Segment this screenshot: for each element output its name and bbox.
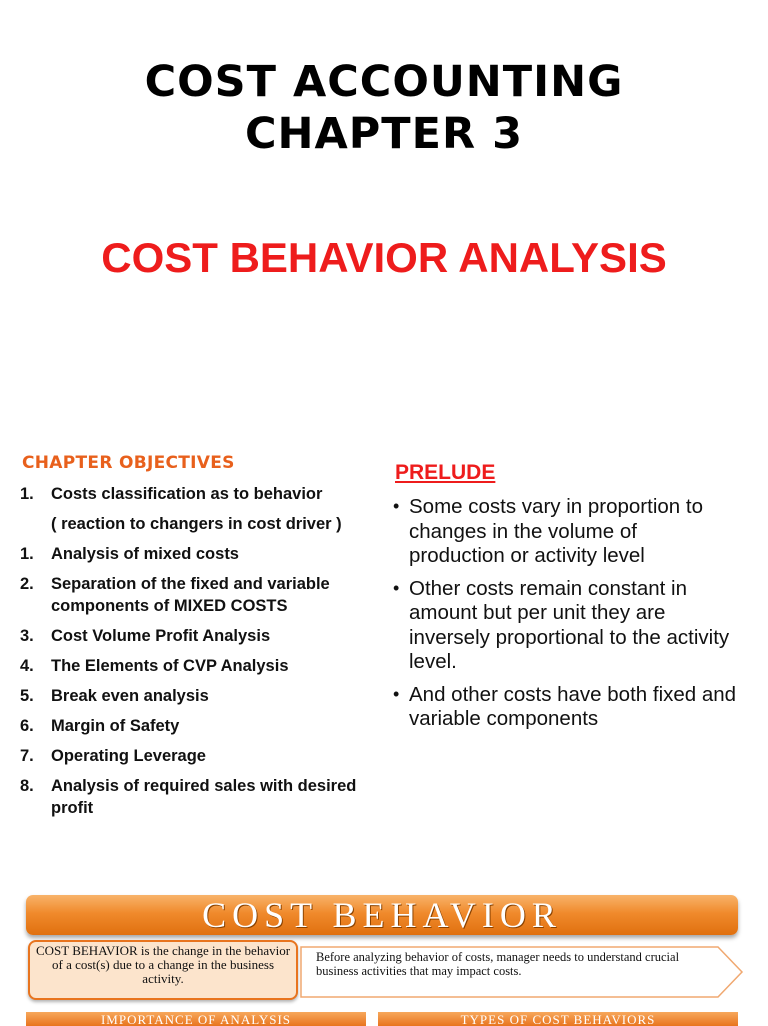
bullet-icon: •	[393, 496, 400, 516]
objectives-heading: CHAPTER OBJECTIVES	[22, 453, 235, 473]
objective-number: 8.	[20, 777, 34, 795]
definition-box: COST BEHAVIOR is the change in the behavior of a cost(s) due to a change in the business activity.	[28, 940, 298, 1000]
prelude-item	[393, 495, 738, 569]
objective-number: 3.	[20, 627, 34, 645]
objective-number: 1.	[20, 485, 34, 503]
bullet-icon: •	[393, 683, 400, 704]
subtitle: COST BEHAVIOR ANALYSIS	[101, 234, 667, 281]
banner-text: COST BEHAVIOR	[202, 895, 562, 935]
objective-text: Costs classification as to behavior	[51, 485, 323, 503]
objective-number: 1.	[20, 545, 34, 563]
prelude-item	[393, 683, 738, 732]
objective-item	[20, 625, 375, 647]
prelude-item	[393, 577, 738, 675]
objectives-slide	[0, 445, 768, 865]
objective-text: Margin of Safety	[51, 717, 180, 735]
cost-behavior-slide	[0, 890, 768, 1024]
objective-number: 4.	[20, 657, 34, 675]
objective-item	[20, 655, 375, 677]
objective-item	[20, 513, 375, 535]
objective-text: Operating Leverage	[51, 747, 206, 765]
objective-item	[20, 543, 375, 565]
prelude-heading: PRELUDE	[395, 461, 496, 484]
objective-number: 7.	[20, 747, 34, 765]
objective-number: 6.	[20, 717, 34, 735]
arrow-callout	[300, 946, 744, 998]
objective-text: Analysis of mixed costs	[51, 545, 239, 563]
main-title	[0, 56, 768, 160]
prelude-text: And other costs have both fixed and variable components	[409, 682, 737, 730]
objective-item	[20, 715, 375, 737]
types-of-cost-behaviors-bar: TYPES OF COST BEHAVIORS	[378, 1012, 738, 1026]
bullet-icon: •	[393, 577, 400, 598]
objective-item	[20, 745, 375, 767]
objective-text: ( reaction to changers in cost driver )	[51, 515, 342, 533]
objective-number: 2.	[20, 575, 34, 593]
arrow-callout-text: Before analyzing behavior of costs, manager needs to understand crucial business activities that may impact costs.	[316, 950, 680, 978]
objective-number: 5.	[20, 687, 34, 705]
title-line-1: COST ACCOUNTING	[144, 57, 624, 107]
objective-item	[20, 573, 375, 617]
objective-text: Break even analysis	[51, 687, 209, 705]
objectives-list	[20, 483, 375, 827]
objective-text: The Elements of CVP Analysis	[51, 657, 289, 675]
objective-item	[20, 685, 375, 707]
prelude-text: Other costs remain constant in amount but per unit they are inversely proportional to the activity level.	[409, 576, 730, 673]
objective-item	[20, 775, 375, 819]
title-slide	[0, 0, 768, 410]
objective-item	[20, 483, 375, 505]
objective-text: Cost Volume Profit Analysis	[51, 627, 271, 645]
objective-text: Separation of the fixed and variable components of MIXED COSTS	[51, 575, 330, 615]
prelude-text: Some costs vary in proportion to changes in the volume of production or activity level	[409, 495, 703, 567]
prelude-list	[393, 495, 738, 740]
importance-of-analysis-bar: IMPORTANCE OF ANALYSIS	[26, 1012, 366, 1026]
cost-behavior-banner	[26, 895, 738, 935]
title-line-2: CHAPTER 3	[244, 109, 524, 159]
objective-text: Analysis of required sales with desired profit	[51, 777, 357, 817]
